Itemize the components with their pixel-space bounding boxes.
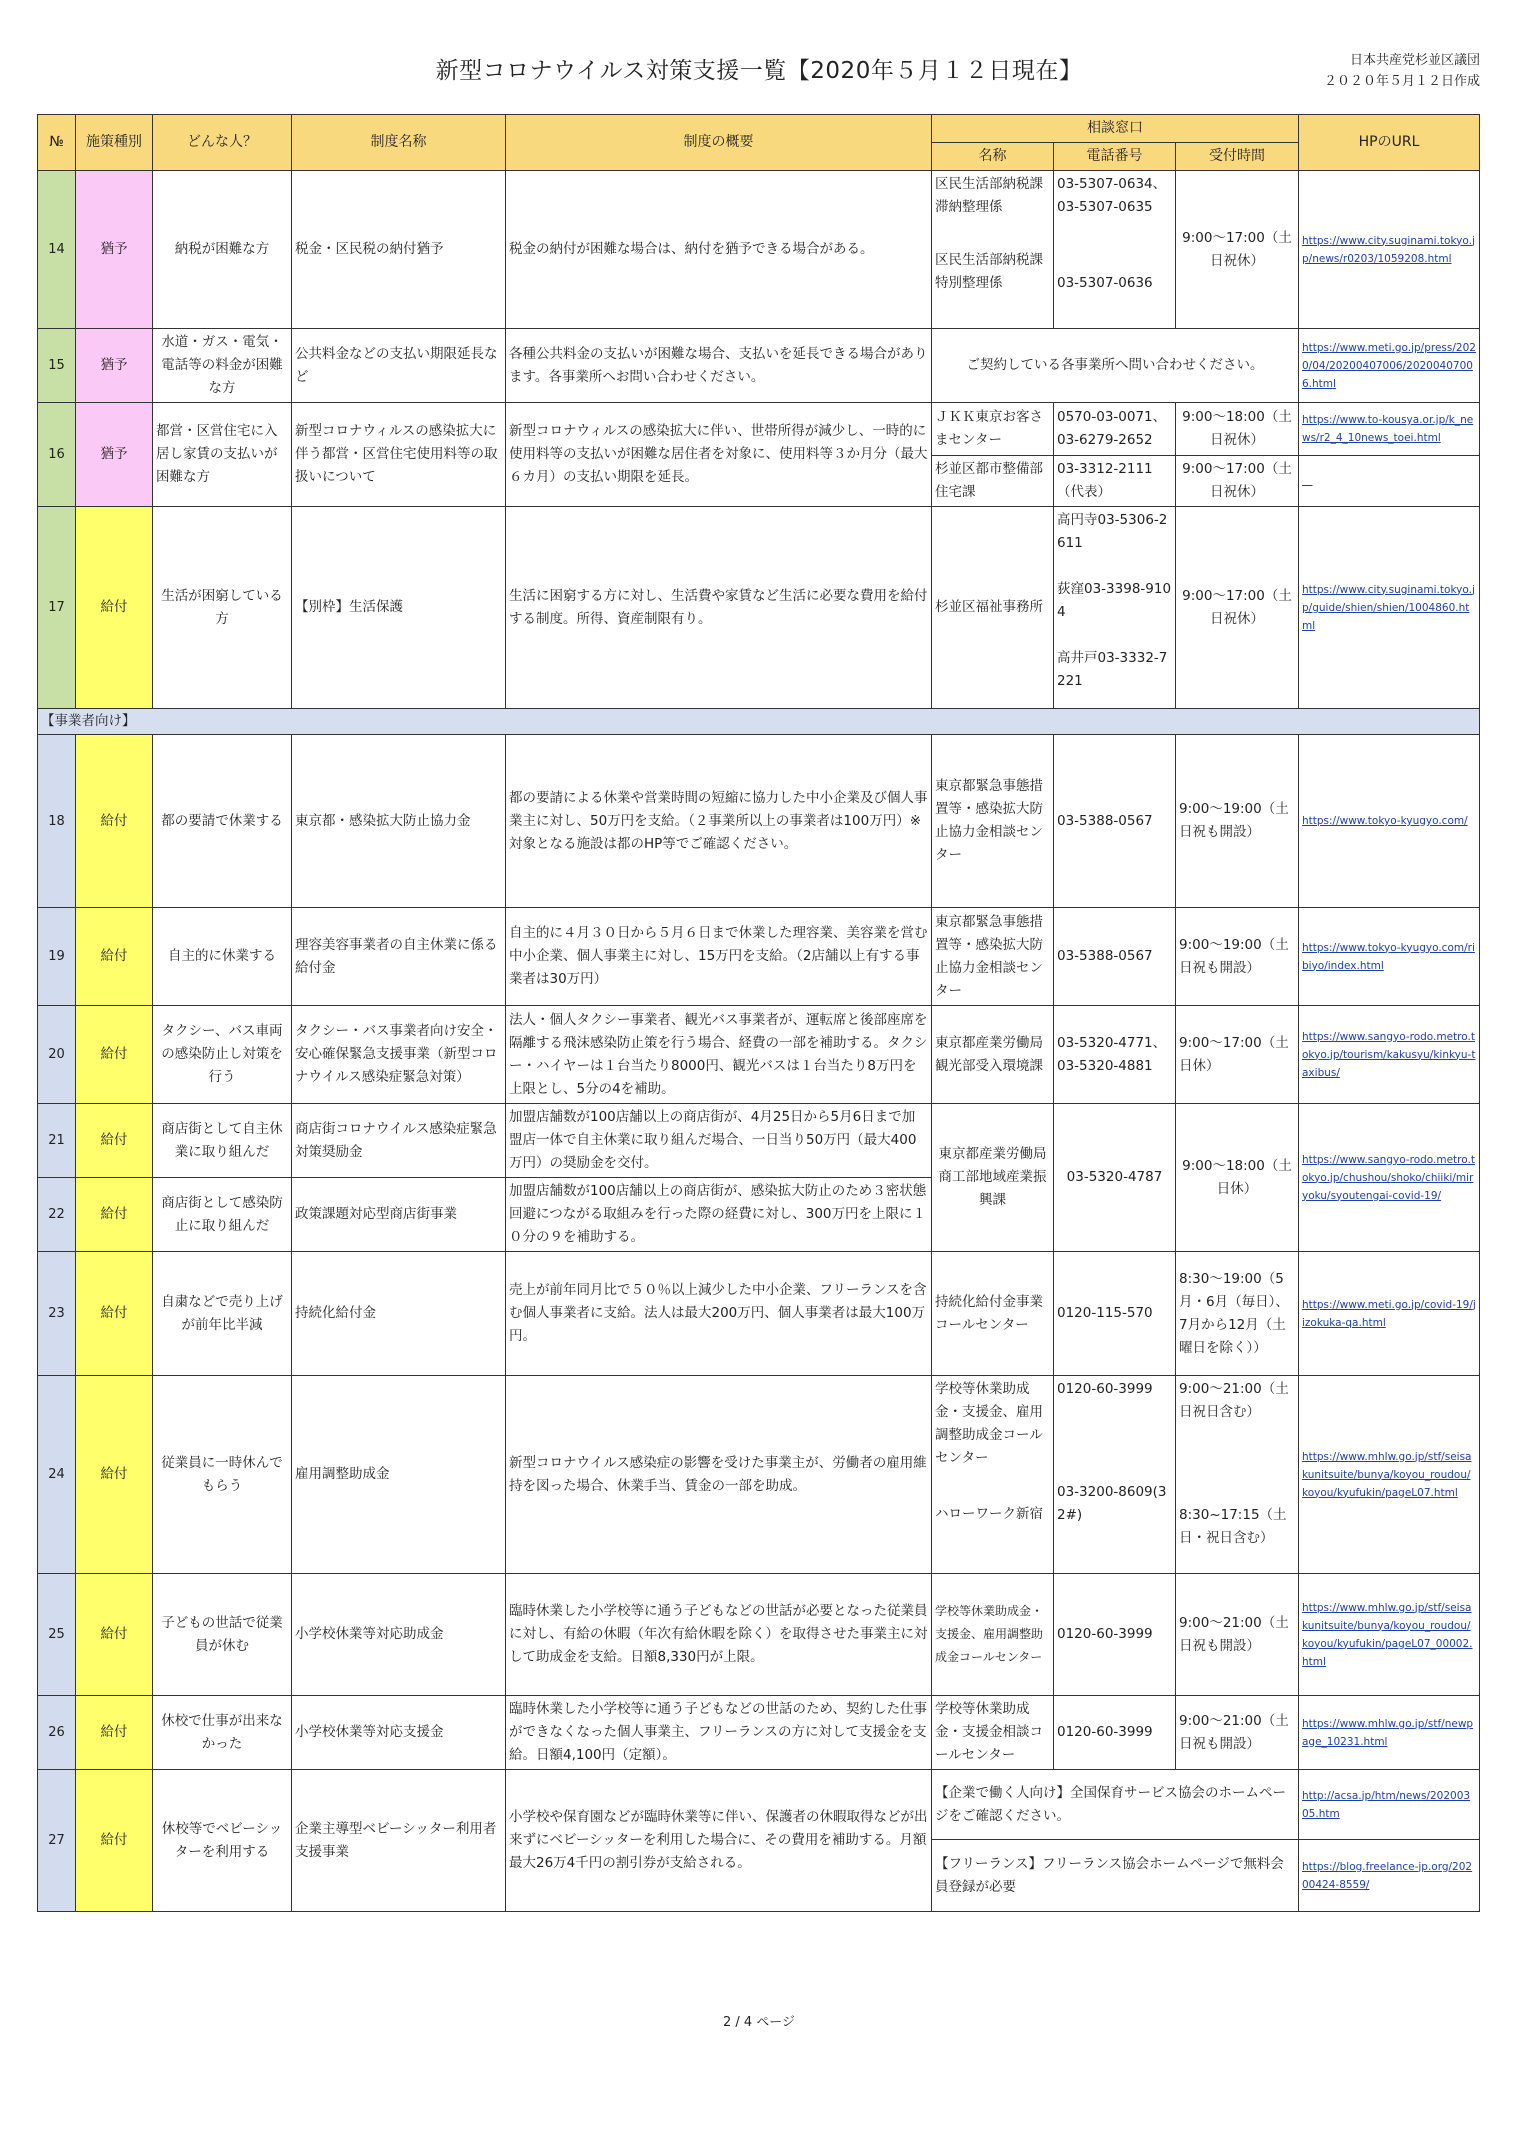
contact-hours-1: 9:00～18:00（土日祝休） xyxy=(1176,403,1299,456)
row-name: 商店街コロナウイルス感染症緊急対策奨励金 xyxy=(292,1104,506,1178)
url-link[interactable]: https://www.mhlw.go.jp/stf/newpage_10231.html xyxy=(1302,1717,1474,1748)
row-summary: 加盟店舗数が100店舗以上の商店街が、4月25日から5月6日まで加盟店一体で自主休業に取り組んだ場合、一日当り50万円（最大400万円）の奨励金を交付。 xyxy=(506,1104,932,1178)
url-link[interactable]: https://www.tokyo-kyugyo.com/ xyxy=(1302,815,1468,827)
row-summary: 臨時休業した小学校等に通う子どもなどの世話が必要となった従業員に対し、有給の休暇（年次有給休暇を除く）を取得させた事業主に対して助成金を支給。日額8,330円が上限。 xyxy=(506,1574,932,1696)
contact-name-1: 学校等休業助成金・支援金、雇用調整助成金コールセンター xyxy=(935,1381,1043,1466)
author-block xyxy=(1324,50,1480,92)
support-table xyxy=(37,114,1480,1912)
row-no: 20 xyxy=(38,1006,76,1104)
row-no: 19 xyxy=(38,908,76,1006)
row-contact-tel: 0120-60-3999 xyxy=(1054,1696,1176,1770)
row-url[interactable] xyxy=(1299,1574,1480,1696)
contact-hours-2: 9:00～17:00（土日祝休） xyxy=(1176,456,1299,507)
url-link[interactable]: https://www.to-kousya.or.jp/k_news/r2_4_10news_toei.html xyxy=(1302,414,1474,444)
row-hours: 9:00～21:00（土日祝も開設） xyxy=(1176,1574,1299,1696)
row-hours: 9:00～18:00（土日休） xyxy=(1176,1104,1299,1252)
row-who: 都営・区営住宅に入居し家賃の支払いが困難な方 xyxy=(153,403,292,507)
url-link[interactable]: https://www.meti.go.jp/covid-19/jizokuka-qa.html xyxy=(1302,1298,1476,1329)
table-row xyxy=(38,1696,1480,1770)
row-no: 21 xyxy=(38,1104,76,1178)
row-contact-name: 東京都緊急事態措置等・感染拡大防止協力金相談センター xyxy=(932,735,1054,908)
row-hours: 9:00～17:00（土日祝休） xyxy=(1176,171,1299,329)
row-url[interactable] xyxy=(1299,1006,1480,1104)
header-no: № xyxy=(38,115,76,171)
row-name: 企業主導型ベビーシッター利用者支援事業 xyxy=(292,1770,506,1912)
section-label: 【事業者向け】 xyxy=(38,709,1480,735)
row-type: 給付 xyxy=(76,1006,153,1104)
row-no: 26 xyxy=(38,1696,76,1770)
url-link[interactable]: http://acsa.jp/htm/news/20200305.htm xyxy=(1302,1789,1471,1820)
table-row xyxy=(38,403,1480,456)
row-type: 猶予 xyxy=(76,403,153,507)
contact-tel-1: 03-5307-0634、03-5307-0635 xyxy=(1057,176,1167,215)
url-link[interactable]: https://www.mhlw.go.jp/stf/seisakunitsuite/bunya/koyou_roudou/koyou/kyufukin/pageL07_00002.html xyxy=(1302,1601,1473,1668)
contact-tel-1: 0120-60-3999 xyxy=(1057,1381,1153,1397)
row-name: タクシー・バス事業者向け安全・安心確保緊急支援事業（新型コロナウイルス感染症緊急対策） xyxy=(292,1006,506,1104)
row-name: 公共料金などの支払い期限延長など xyxy=(292,329,506,403)
table-row xyxy=(38,1770,1480,1840)
row-name: 小学校休業等対応支援金 xyxy=(292,1696,506,1770)
row-type: 給付 xyxy=(76,1252,153,1376)
row-type: 給付 xyxy=(76,1696,153,1770)
contact-tel-3: 高井戸03-3332-7221 xyxy=(1057,650,1168,689)
created-date: ２０２０年５月１２日作成 xyxy=(1323,74,1480,89)
row-name: 新型コロナウィルスの感染拡大に伴う都営・区営住宅使用料等の取扱いについて xyxy=(292,403,506,507)
row-name: 東京都・感染拡大防止協力金 xyxy=(292,735,506,908)
contact-name-1: ＪＫＫ東京お客さまセンター xyxy=(932,403,1054,456)
contact-tel-2: 荻窪03-3398-9104 xyxy=(1057,581,1172,620)
row-type: 給付 xyxy=(76,1376,153,1574)
table-row xyxy=(38,1376,1480,1574)
row-contact-name xyxy=(932,1376,1054,1574)
row-no: 22 xyxy=(38,1178,76,1252)
table-row xyxy=(38,1252,1480,1376)
contact-name-2: 杉並区都市整備部住宅課 xyxy=(932,456,1054,507)
url-link[interactable]: https://blog.freelance-jp.org/20200424-8559/ xyxy=(1302,1860,1473,1891)
header-contact-name: 名称 xyxy=(932,143,1054,171)
url-link[interactable]: https://www.city.suginami.tokyo.jp/news/r0203/1059208.html xyxy=(1302,234,1475,265)
row-summary: 売上が前年同月比で５０％以上減少した中小企業、フリーランスを含む個人事業者に支給。法人は最大200万円、個人事業者は最大100万円。 xyxy=(506,1252,932,1376)
header-who: どんな人？ xyxy=(153,115,292,171)
header-type: 施策種別 xyxy=(76,115,153,171)
row-summary: 小学校や保育園などが臨時休業等に伴い、保護者の休暇取得などが出来ずにベビーシッターを利用した場合に、その費用を補助する。月額最大26万4千円の割引券が支給される。 xyxy=(506,1770,932,1912)
row-name: 政策課題対応型商店街事業 xyxy=(292,1178,506,1252)
row-hours xyxy=(1176,1376,1299,1574)
row-no: 24 xyxy=(38,1376,76,1574)
row-name: 税金・区民税の納付猶予 xyxy=(292,171,506,329)
row-contact-tel: 03-5320-4787 xyxy=(1054,1104,1176,1252)
table-row xyxy=(38,1574,1480,1696)
row-who: 商店街として自主休業に取り組んだ xyxy=(153,1104,292,1178)
row-summary: 各種公共料金の支払いが困難な場合、支払いを延長できる場合があります。各事業所へお問い合わせください。 xyxy=(506,329,932,403)
row-type: 給付 xyxy=(76,1770,153,1912)
row-contact-name: 学校等休業助成金・支援金、雇用調整助成金コールセンター xyxy=(932,1574,1054,1696)
row-contact-name: 東京都緊急事態措置等・感染拡大防止協力金相談センター xyxy=(932,908,1054,1006)
row-contact-tel xyxy=(1054,507,1176,709)
row-who: 都の要請で休業する xyxy=(153,735,292,908)
page-title: 新型コロナウイルス対策支援一覧【2020年５月１２日現在】 xyxy=(435,58,1083,84)
row-url-2[interactable] xyxy=(1299,1840,1480,1912)
row-summary: 生活に困窮する方に対し、生活費や家賃など生活に必要な費用を給付する制度。所得、資産制限有り。 xyxy=(506,507,932,709)
row-contact-name: 学校等休業助成金・支援金相談コールセンター xyxy=(932,1696,1054,1770)
row-hours: 8:30～19:00（5月・6月（毎日）、7月から12月（土曜日を除く）） xyxy=(1176,1252,1299,1376)
url-link[interactable]: https://www.tokyo-kyugyo.com/ribiyo/index.html xyxy=(1302,941,1475,972)
row-contact-tel xyxy=(1054,1376,1176,1574)
header-contact-hours: 受付時間 xyxy=(1176,143,1299,171)
row-url-2[interactable] xyxy=(1299,456,1480,507)
row-type: 猶予 xyxy=(76,171,153,329)
row-summary: 新型コロナウイルス感染症の影響を受けた事業主が、労働者の雇用維持を図った場合、休業手当、賃金の一部を助成。 xyxy=(506,1376,932,1574)
row-contact-tel: 03-5388-0567 xyxy=(1054,735,1176,908)
row-who: 従業員に一時休んでもらう xyxy=(153,1376,292,1574)
row-contact-tel: 03-5388-0567 xyxy=(1054,908,1176,1006)
url-link[interactable]: https://www.city.suginami.tokyo.jp/guide/shien/shien/1004860.html xyxy=(1302,583,1475,632)
row-who: 商店街として感染防止に取り組んだ xyxy=(153,1178,292,1252)
row-who: 休校で仕事が出来なかった xyxy=(153,1696,292,1770)
row-no: 27 xyxy=(38,1770,76,1912)
row-url[interactable] xyxy=(1299,507,1480,709)
row-url[interactable] xyxy=(1299,329,1480,403)
row-contact-name: 東京都産業労働局観光部受入環境課 xyxy=(932,1006,1054,1104)
row-type: 給付 xyxy=(76,735,153,908)
row-who: 休校等でベビーシッターを利用する xyxy=(153,1770,292,1912)
row-contact-tel: 0120-60-3999 xyxy=(1054,1574,1176,1696)
row-type: 給付 xyxy=(76,1104,153,1178)
author-org: 日本共産党杉並区議団 xyxy=(1349,53,1480,68)
row-contact-name xyxy=(932,171,1054,329)
url-link[interactable]: ＿ xyxy=(1302,475,1313,487)
row-no: 14 xyxy=(38,171,76,329)
row-who: 水道・ガス・電気・電話等の料金が困難な方 xyxy=(153,329,292,403)
row-no: 25 xyxy=(38,1574,76,1696)
row-summary: 新型コロナウィルスの感染拡大に伴い、世帯所得が減少し、一時的に使用料等の支払いが困難な居住者を対象に、使用料等３か月分（最大６カ月）の支払い期限を延長。 xyxy=(506,403,932,507)
row-hours: 9:00～17:00（土日祝休） xyxy=(1176,507,1299,709)
row-summary: 法人・個人タクシー事業者、観光バス事業者が、運転席と後部座席を隔離する飛沫感染防止策を行う場合、経費の一部を補助する。タクシー・ハイヤーは１台当たり8000円、観光バスは１台当たり8万円を上限とし、5分の4を補助。 xyxy=(506,1006,932,1104)
row-url[interactable] xyxy=(1299,735,1480,908)
row-name: 雇用調整助成金 xyxy=(292,1376,506,1574)
row-hours: 9:00～21:00（土日祝も開設） xyxy=(1176,1696,1299,1770)
table-row xyxy=(38,329,1480,403)
header-name: 制度名称 xyxy=(292,115,506,171)
table-row xyxy=(38,507,1480,709)
row-type: 猶予 xyxy=(76,329,153,403)
url-link[interactable]: https://www.meti.go.jp/press/2020/04/20200407006/20200407006.html xyxy=(1302,341,1476,390)
header-summary: 制度の概要 xyxy=(506,115,932,171)
contact-hours-1: 9:00～21:00（土日祝日含む） xyxy=(1179,1381,1289,1420)
row-contact-merged: ご契約している各事業所へ問い合わせください。 xyxy=(932,329,1299,403)
row-contact-tel xyxy=(1054,171,1176,329)
row-who: 生活が困窮している方 xyxy=(153,507,292,709)
row-type: 給付 xyxy=(76,1178,153,1252)
row-contact-name: 杉並区福祉事務所 xyxy=(932,507,1054,709)
row-url-1[interactable] xyxy=(1299,1770,1480,1840)
url-link[interactable]: https://www.sangyo-rodo.metro.tokyo.jp/tourism/kakusyu/kinkyu-taxibus/ xyxy=(1302,1030,1476,1079)
row-url[interactable] xyxy=(1299,1376,1480,1574)
contact-tel-2: 03-3312-2111（代表） xyxy=(1054,456,1176,507)
row-hours: 9:00～19:00（土日祝も開設） xyxy=(1176,735,1299,908)
row-who: 子どもの世話で従業員が休む xyxy=(153,1574,292,1696)
header-url: HPのURL xyxy=(1299,115,1480,171)
row-who: 自主的に休業する xyxy=(153,908,292,1006)
row-contact-name: 東京都産業労働局商工部地域産業振興課 xyxy=(932,1104,1054,1252)
row-name: 理容美容事業者の自主休業に係る給付金 xyxy=(292,908,506,1006)
row-note-1: 【企業で働く人向け】全国保育サービス協会のホームページをご確認ください。 xyxy=(932,1770,1299,1840)
table-row xyxy=(38,908,1480,1006)
url-link[interactable]: https://www.mhlw.go.jp/stf/seisakunitsuite/bunya/koyou_roudou/koyou/kyufukin/pageL07.html xyxy=(1302,1450,1472,1499)
row-url-1[interactable] xyxy=(1299,403,1480,456)
row-type: 給付 xyxy=(76,1574,153,1696)
row-no: 17 xyxy=(38,507,76,709)
row-no: 16 xyxy=(38,403,76,507)
row-who: タクシー、バス車両の感染防止し対策を行う xyxy=(153,1006,292,1104)
table-row xyxy=(38,735,1480,908)
row-contact-name: 持続化給付金事業コールセンター xyxy=(932,1252,1054,1376)
row-type: 給付 xyxy=(76,507,153,709)
row-who: 自粛などで売り上げが前年比半減 xyxy=(153,1252,292,1376)
row-no: 23 xyxy=(38,1252,76,1376)
row-url[interactable] xyxy=(1299,1696,1480,1770)
row-summary: 自主的に４月３０日から５月６日まで休業した理容業、美容業を営む中小企業、個人事業主に対し、15万円を支給。（2店舗以上有する事業者は30万円） xyxy=(506,908,932,1006)
row-hours: 9:00～19:00（土日祝も開設） xyxy=(1176,908,1299,1006)
contact-tel-1: 0570-03-0071、03-6279-2652 xyxy=(1054,403,1176,456)
contact-tel-2: 03-5307-0636 xyxy=(1057,275,1153,291)
row-type: 給付 xyxy=(76,908,153,1006)
row-name: 小学校休業等対応助成金 xyxy=(292,1574,506,1696)
row-name: 【別枠】生活保護 xyxy=(292,507,506,709)
header-contact: 相談窓口 xyxy=(932,115,1299,143)
header-contact-tel: 電話番号 xyxy=(1054,143,1176,171)
row-url[interactable] xyxy=(1299,908,1480,1006)
row-url[interactable] xyxy=(1299,1104,1480,1252)
row-no: 15 xyxy=(38,329,76,403)
row-name: 持続化給付金 xyxy=(292,1252,506,1376)
contact-tel-2: 03-3200-8609(32#) xyxy=(1057,1484,1167,1523)
page-number: 2 / 4 ページ xyxy=(722,2015,796,2030)
table-row xyxy=(38,1006,1480,1104)
contact-name-2: 区民生活部納税課特別整理係 xyxy=(935,252,1043,291)
table-row xyxy=(38,1104,1480,1178)
contact-hours-2: 8:30~17:15（土日・祝日含む） xyxy=(1179,1507,1287,1546)
row-url[interactable] xyxy=(1299,1252,1480,1376)
table-row xyxy=(38,171,1480,329)
contact-name-2: ハローワーク新宿 xyxy=(935,1506,1043,1522)
row-hours: 9:00～17:00（土日休） xyxy=(1176,1006,1299,1104)
row-contact-tel: 03-5320-4771、03-5320-4881 xyxy=(1054,1006,1176,1104)
url-link[interactable]: https://www.sangyo-rodo.metro.tokyo.jp/chushou/shoko/chiiki/miryoku/syoutengai-covid-19/ xyxy=(1302,1153,1475,1202)
row-contact-tel: 0120-115-570 xyxy=(1054,1252,1176,1376)
row-summary: 加盟店舗数が100店舗以上の商店街が、感染拡大防止のため３密状態回避につながる取組みを行った際の経費に対し、300万円を上限に１０分の９を補助する。 xyxy=(506,1178,932,1252)
row-no: 18 xyxy=(38,735,76,908)
contact-tel-1: 高円寺03-5306-2611 xyxy=(1057,512,1168,551)
row-who: 納税が困難な方 xyxy=(153,171,292,329)
row-summary: 都の要請による休業や営業時間の短縮に協力した中小企業及び個人事業主に対し、50万円を支給。（２事業所以上の事業者は100万円）※対象となる施設は都のHP等でご確認ください。 xyxy=(506,735,932,908)
section-row xyxy=(38,709,1480,735)
contact-name-1: 区民生活部納税課滞納整理係 xyxy=(935,176,1043,215)
row-url[interactable] xyxy=(1299,171,1480,329)
row-summary: 税金の納付が困難な場合は、納付を猶予できる場合がある。 xyxy=(506,171,932,329)
row-summary: 臨時休業した小学校等に通う子どもなどの世話のため、契約した仕事ができなくなった個人事業主、フリーランスの方に対して支援金を支給。日額4,100円（定額）。 xyxy=(506,1696,932,1770)
row-note-2: 【フリーランス】フリーランス協会ホームページで無料会員登録が必要 xyxy=(932,1840,1299,1912)
